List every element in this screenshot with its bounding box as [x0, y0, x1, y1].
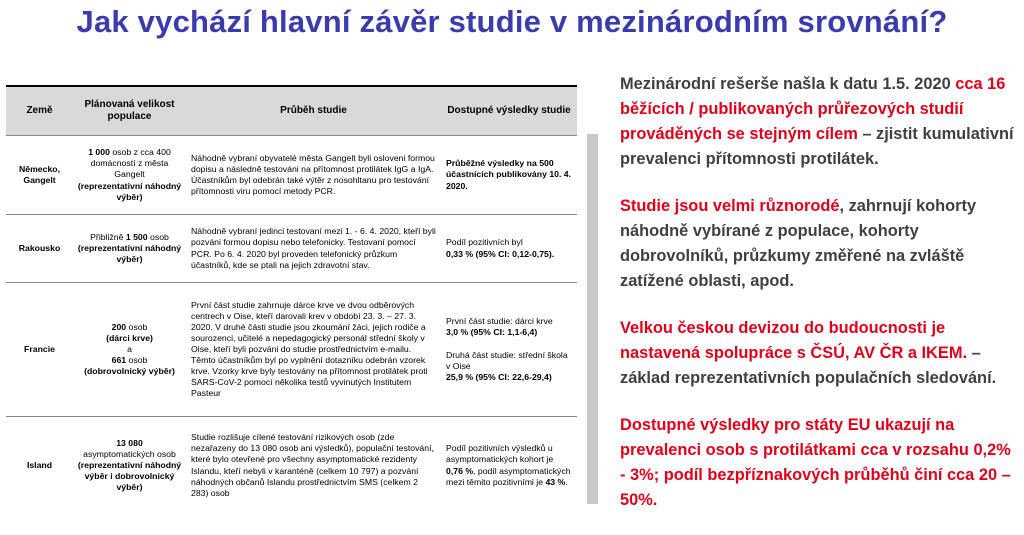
studies-table-wrap	[6, 85, 577, 514]
header-course: Průběh studie	[186, 87, 441, 136]
size-cell: Přibližně 1 500 osob (reprezentativní náhodný výběr)	[73, 215, 186, 283]
country-cell: Island	[6, 417, 73, 515]
country-cell: Německo, Gangelt	[6, 136, 73, 215]
summary-paragraph-2: Studie jsou velmi různorodé, zahrnují kohorty náhodně vybírané z populace, kohorty dobrovolníků, průzkumy změřené na zvláště zatížené oblasti, apod.	[620, 197, 977, 290]
course-cell: Studie rozlišuje cílené testování rizikových osob (zde nezařazeny do 13 080 osob ani výsledků), populační testování, které bylo otevřené pro všechny asymptomatické rezidenty Islandu, kteří nebyli v karanténě (celkem 10 797) a pozvání náhodných občanů Islandu prostřednictvím SMS (celkem 2 283) osob	[186, 417, 441, 515]
gray-bracket-bar	[587, 134, 598, 504]
summary-paragraph-4: Dostupné výsledky pro státy EU ukazují na prevalenci osob s protilátkami cca v rozsahu 0,2% - 3%; podíl bezpříznakových průběhů činí cca 20 – 50%.	[620, 416, 1011, 509]
results-cell: Podíl pozitivních výsledků u asymptomatických kohort je 0,76 %, podíl asymptomatických mezi těmito pozitivními je 43 %.	[441, 417, 577, 515]
course-cell: Náhodně vybraní obyvatelé města Gangelt byli osloveni formou dopisu a následně testováni na přítomnost protilátek IgG a IgA. Účastníkům byl odebrán také výtěr z nosohltanu pro testování přítomnosti viru pomocí metody PCR.	[186, 136, 441, 215]
results-cell: První část studie: dárci krve 3,0 % (95% CI: 1,1-6,4) Druhá část studie: střední škola v Oise 25,9 % (95% CI: 22,6-29,4)	[441, 283, 577, 417]
course-cell: První část studie zahrnuje dárce krve ve dvou odběrových centrech v Oise, kteří darovali krev v období 23. 3. – 27. 3. 2020. V druhé části studie jsou zkoumání žáci, jejich rodiče a sourozenci, učitelé a nepedagogický personál střední školy v Oise, kteří byli pozváni do studie prostřednictvím e-mailu. Těmto účastníkům byl po vyplnění dotazníku odebrán vzorek krve. Vzorky krve byly testovány na přítomnost protilátek proti SARS-CoV-2 pomocí několika testů vyvinutých Institutem Pasteur	[186, 283, 441, 417]
summary-paragraph-3: Velkou českou devizou do budoucnosti je nastavená spolupráce s ČSÚ, AV ČR a IKEM. – základ reprezentativních populačních sledování.	[620, 319, 997, 387]
table-header-row	[6, 87, 577, 136]
table-row-iceland	[6, 417, 577, 515]
header-size: Plánovaná velikost populace	[73, 87, 186, 136]
course-cell: Náhodně vybraní jedinci testovaní mezi 1. - 6. 4. 2020, kteří byli pozváni formou dopisu nebo telefonicky. Testovaní pomocí PCR. Po 6. 4. 2020 byl proveden telefonický průzkum účastníků, kde se ptali na jejich zdravotní stav.	[186, 215, 441, 283]
table-row-austria	[6, 215, 577, 283]
studies-table	[6, 87, 577, 514]
slide-title: Jak vychází hlavní závěr studie v mezinárodním srovnání?	[76, 4, 948, 39]
size-cell: 200 osob (dárci krve) a 661 osob (dobrovolnický výběr)	[73, 283, 186, 417]
results-cell: Průběžné výsledky na 500 účastnících publikovány 10. 4. 2020.	[441, 136, 577, 215]
summary-paragraph-1: Mezinárodní rešerše našla k datu 1.5. 2020 cca 16 běžících / publikovaných průřezových studií prováděných se stejným cílem – zjistit kumulativní prevalenci přítomnosti protilátek.	[620, 75, 1014, 168]
size-cell: 1 000 osob z cca 400 domácností z města Gangelt (reprezentativní náhodný výběr)	[73, 136, 186, 215]
country-cell: Rakousko	[6, 215, 73, 283]
results-cell: Podíl pozitivních byl 0,33 % (95% CI: 0,12-0,75).	[441, 215, 577, 283]
header-country: Země	[6, 87, 73, 136]
country-cell: Francie	[6, 283, 73, 417]
table-row-germany	[6, 136, 577, 215]
table-row-france	[6, 283, 577, 417]
size-cell: 13 080 asymptomatických osob (reprezentativní náhodný výběr i dobrovolnický výběr)	[73, 417, 186, 515]
summary-panel	[620, 72, 1016, 535]
header-results: Dostupné výsledky studie	[441, 87, 577, 136]
